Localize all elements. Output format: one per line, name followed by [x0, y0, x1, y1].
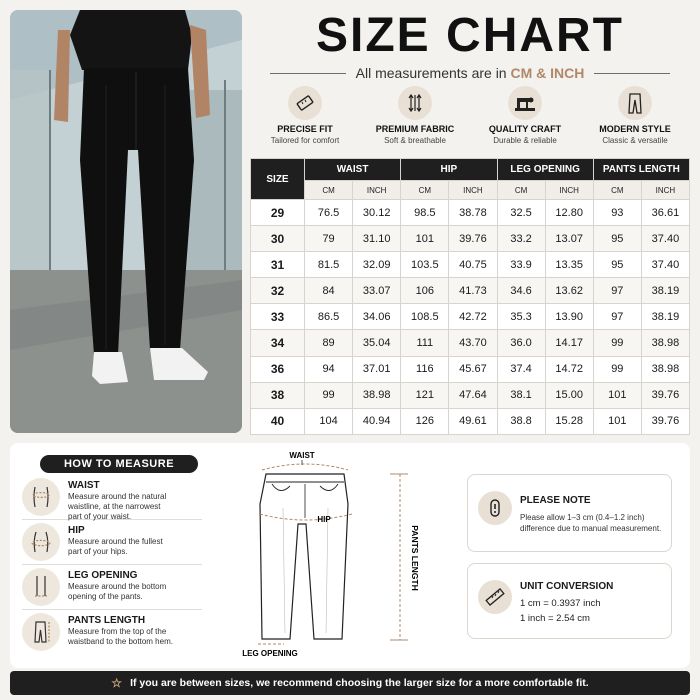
desc-line: waistband to the bottom hem.: [68, 637, 173, 646]
table-cell: 99: [593, 356, 641, 382]
table-cell: 38.19: [641, 304, 689, 330]
table-cell: 40.75: [449, 252, 497, 278]
table-cell: 37.01: [353, 356, 401, 382]
table-cell: 89: [305, 330, 353, 356]
desc-line: opening of the pants.: [68, 592, 143, 601]
unit-header: CM: [401, 181, 449, 200]
hip-header: HIP: [401, 159, 497, 181]
table-cell: 99: [593, 330, 641, 356]
conversion-line-inch: 1 inch = 2.54 cm: [520, 613, 590, 624]
size-cell: 34: [251, 330, 305, 356]
feature-list: [250, 86, 690, 152]
size-cell: 31: [251, 252, 305, 278]
measure-item-pants-length: [22, 610, 202, 655]
table-cell: 38.98: [641, 330, 689, 356]
unit-header: INCH: [353, 181, 401, 200]
desc-line: Measure around the natural: [68, 492, 167, 501]
table-cell: 14.17: [545, 330, 593, 356]
feature-premium-fabric: [360, 86, 470, 152]
unit-header: CM: [305, 181, 353, 200]
conversion-line-cm: 1 cm = 0.3937 inch: [520, 598, 601, 609]
table-cell: 81.5: [305, 252, 353, 278]
subtitle-row: [270, 64, 670, 82]
star-icon: ☆: [111, 676, 123, 690]
table-cell: 121: [401, 382, 449, 408]
table-cell: 39.76: [641, 382, 689, 408]
unit-header: INCH: [449, 181, 497, 200]
size-column-header: SIZE: [251, 159, 305, 200]
note-title: PLEASE NOTE: [520, 495, 591, 506]
leg-opening-header: LEG OPENING: [497, 159, 593, 181]
feature-quality-craft: [470, 86, 580, 152]
table-cell: 33.9: [497, 252, 545, 278]
table-cell: 38.78: [449, 200, 497, 226]
measure-item-waist: [22, 475, 202, 520]
table-row: [251, 304, 690, 330]
table-row: [251, 330, 690, 356]
please-note-card: [467, 474, 672, 552]
pants-measurement-diagram: [238, 448, 438, 663]
table-cell: 30.12: [353, 200, 401, 226]
info-icon: [478, 491, 512, 525]
table-cell: 32.09: [353, 252, 401, 278]
feature-modern-style: [580, 86, 690, 152]
table-cell: 101: [593, 382, 641, 408]
table-cell: 36.0: [497, 330, 545, 356]
unit-header: CM: [593, 181, 641, 200]
table-cell: 111: [401, 330, 449, 356]
unit-header: INCH: [641, 181, 689, 200]
table-cell: 94: [305, 356, 353, 382]
pants-length-label: PANTS LENGTH: [410, 525, 420, 591]
table-cell: 97: [593, 304, 641, 330]
ruler-tag-icon: [288, 86, 322, 120]
size-cell: 40: [251, 408, 305, 434]
measure-item-hip: [22, 520, 202, 565]
note-text: [520, 512, 670, 534]
table-cell: 47.64: [449, 382, 497, 408]
page-title: SIZE CHART: [316, 9, 624, 62]
size-cell: 29: [251, 200, 305, 226]
table-row: [251, 226, 690, 252]
table-cell: 40.94: [353, 408, 401, 434]
table-cell: 15.28: [545, 408, 593, 434]
footer-banner: [10, 671, 690, 695]
desc-line: part of your hips.: [68, 547, 128, 556]
table-cell: 106: [401, 278, 449, 304]
feature-desc: Classic & versatile: [602, 136, 668, 145]
table-cell: 12.80: [545, 200, 593, 226]
hip-measure-icon: [22, 523, 60, 561]
table-cell: 34.6: [497, 278, 545, 304]
pants-outline: [260, 474, 348, 639]
table-cell: 108.5: [401, 304, 449, 330]
table-row: [251, 278, 690, 304]
note-line: Please allow 1–3 cm (0.4–1.2 inch): [520, 513, 645, 522]
table-cell: 13.62: [545, 278, 593, 304]
measure-item-leg-opening: [22, 565, 202, 610]
pants-icon: [618, 86, 652, 120]
feature-name: QUALITY CRAFT: [488, 124, 562, 134]
feature-name: PRECISE FIT: [277, 124, 333, 134]
table-cell: 37.40: [641, 252, 689, 278]
leg-opening-measure-icon: [22, 568, 60, 606]
table-cell: 126: [401, 408, 449, 434]
waist-measure-line: [262, 464, 348, 470]
divider: [270, 73, 346, 74]
table-cell: 37.4: [497, 356, 545, 382]
table-cell: 95: [593, 252, 641, 278]
sewing-machine-icon: [508, 86, 542, 120]
measure-desc: [68, 627, 173, 647]
table-cell: 34.06: [353, 304, 401, 330]
feature-desc: Durable & reliable: [493, 136, 557, 145]
feature-precise-fit: [250, 86, 360, 152]
table-cell: 84: [305, 278, 353, 304]
footer-text: If you are between sizes, we recommend choosing the larger size for a more comfortable fit.: [130, 677, 589, 689]
waist-header: WAIST: [305, 159, 401, 181]
table-cell: 93: [593, 200, 641, 226]
table-cell: 41.73: [449, 278, 497, 304]
divider: [594, 73, 670, 74]
table-cell: 97: [593, 278, 641, 304]
size-cell: 33: [251, 304, 305, 330]
table-cell: 45.67: [449, 356, 497, 382]
measure-name: PANTS LENGTH: [68, 615, 146, 626]
table-cell: 15.00: [545, 382, 593, 408]
unit-header-row: [251, 181, 690, 200]
product-photo: [10, 10, 242, 433]
table-cell: 35.04: [353, 330, 401, 356]
table-cell: 13.90: [545, 304, 593, 330]
table-cell: 98.5: [401, 200, 449, 226]
table-cell: 38.8: [497, 408, 545, 434]
table-cell: 33.07: [353, 278, 401, 304]
table-cell: 35.3: [497, 304, 545, 330]
how-to-measure-title: HOW TO MEASURE: [40, 455, 198, 473]
ruler-icon: [478, 580, 512, 614]
desc-line: waistline, at the narrowest: [68, 502, 161, 511]
table-cell: 32.5: [497, 200, 545, 226]
fabric-icon: [398, 86, 432, 120]
conversion-title: UNIT CONVERSION: [520, 581, 614, 592]
leg-opening-label: LEG OPENING: [242, 649, 298, 658]
pants-length-measure-icon: [22, 613, 60, 651]
table-cell: 86.5: [305, 304, 353, 330]
table-cell: 79: [305, 226, 353, 252]
feature-name: PREMIUM FABRIC: [375, 124, 455, 134]
measure-name: LEG OPENING: [68, 570, 138, 581]
table-cell: 38.98: [353, 382, 401, 408]
subtitle: [356, 65, 585, 81]
table-cell: 13.07: [545, 226, 593, 252]
table-cell: 49.61: [449, 408, 497, 434]
table-cell: 38.19: [641, 278, 689, 304]
size-cell: 36: [251, 356, 305, 382]
desc-line: Measure around the bottom: [68, 582, 167, 591]
table-cell: 33.2: [497, 226, 545, 252]
waist-label: WAIST: [289, 451, 315, 460]
measure-list: [22, 475, 202, 655]
size-table: [250, 158, 690, 435]
pants-length-header: PANTS LENGTH: [593, 159, 689, 181]
feature-name: MODERN STYLE: [599, 124, 671, 134]
table-row: [251, 356, 690, 382]
table-cell: 101: [401, 226, 449, 252]
unit-header: CM: [497, 181, 545, 200]
subtitle-highlight: CM & INCH: [510, 65, 585, 81]
measure-desc: [68, 582, 166, 602]
table-cell: 43.70: [449, 330, 497, 356]
table-cell: 39.76: [641, 408, 689, 434]
table-row: [251, 408, 690, 434]
table-cell: 37.40: [641, 226, 689, 252]
feature-desc: Soft & breathable: [384, 136, 446, 145]
table-cell: 116: [401, 356, 449, 382]
desc-line: part of your waist.: [68, 512, 132, 521]
size-rows: [251, 200, 690, 435]
table-row: [251, 252, 690, 278]
table-cell: 101: [593, 408, 641, 434]
table-row: [251, 382, 690, 408]
table-cell: 14.72: [545, 356, 593, 382]
unit-header: INCH: [545, 181, 593, 200]
measure-desc: [68, 492, 166, 522]
hip-label: HIP: [317, 515, 331, 524]
desc-line: Measure around the fullest: [68, 537, 163, 546]
measure-name: WAIST: [68, 480, 100, 491]
table-cell: 104: [305, 408, 353, 434]
size-cell: 38: [251, 382, 305, 408]
feature-desc: Tailored for comfort: [270, 136, 340, 145]
size-cell: 30: [251, 226, 305, 252]
table-cell: 13.35: [545, 252, 593, 278]
measure-name: HIP: [68, 525, 85, 536]
unit-conversion-card: [467, 563, 672, 639]
table-cell: 76.5: [305, 200, 353, 226]
table-cell: 38.98: [641, 356, 689, 382]
note-line: difference due to manual measurement.: [520, 524, 662, 533]
measure-desc: [68, 537, 163, 557]
model-wearing-pants-image: [10, 10, 242, 433]
subtitle-text: All measurements are in: [355, 65, 511, 81]
table-row: [251, 200, 690, 226]
table-cell: 99: [305, 382, 353, 408]
table-cell: 31.10: [353, 226, 401, 252]
table-cell: 39.76: [449, 226, 497, 252]
table-cell: 36.61: [641, 200, 689, 226]
desc-line: Measure from the top of the: [68, 627, 167, 636]
size-cell: 32: [251, 278, 305, 304]
table-cell: 38.1: [497, 382, 545, 408]
waist-measure-icon: [22, 478, 60, 516]
table-cell: 95: [593, 226, 641, 252]
table-cell: 42.72: [449, 304, 497, 330]
table-cell: 103.5: [401, 252, 449, 278]
